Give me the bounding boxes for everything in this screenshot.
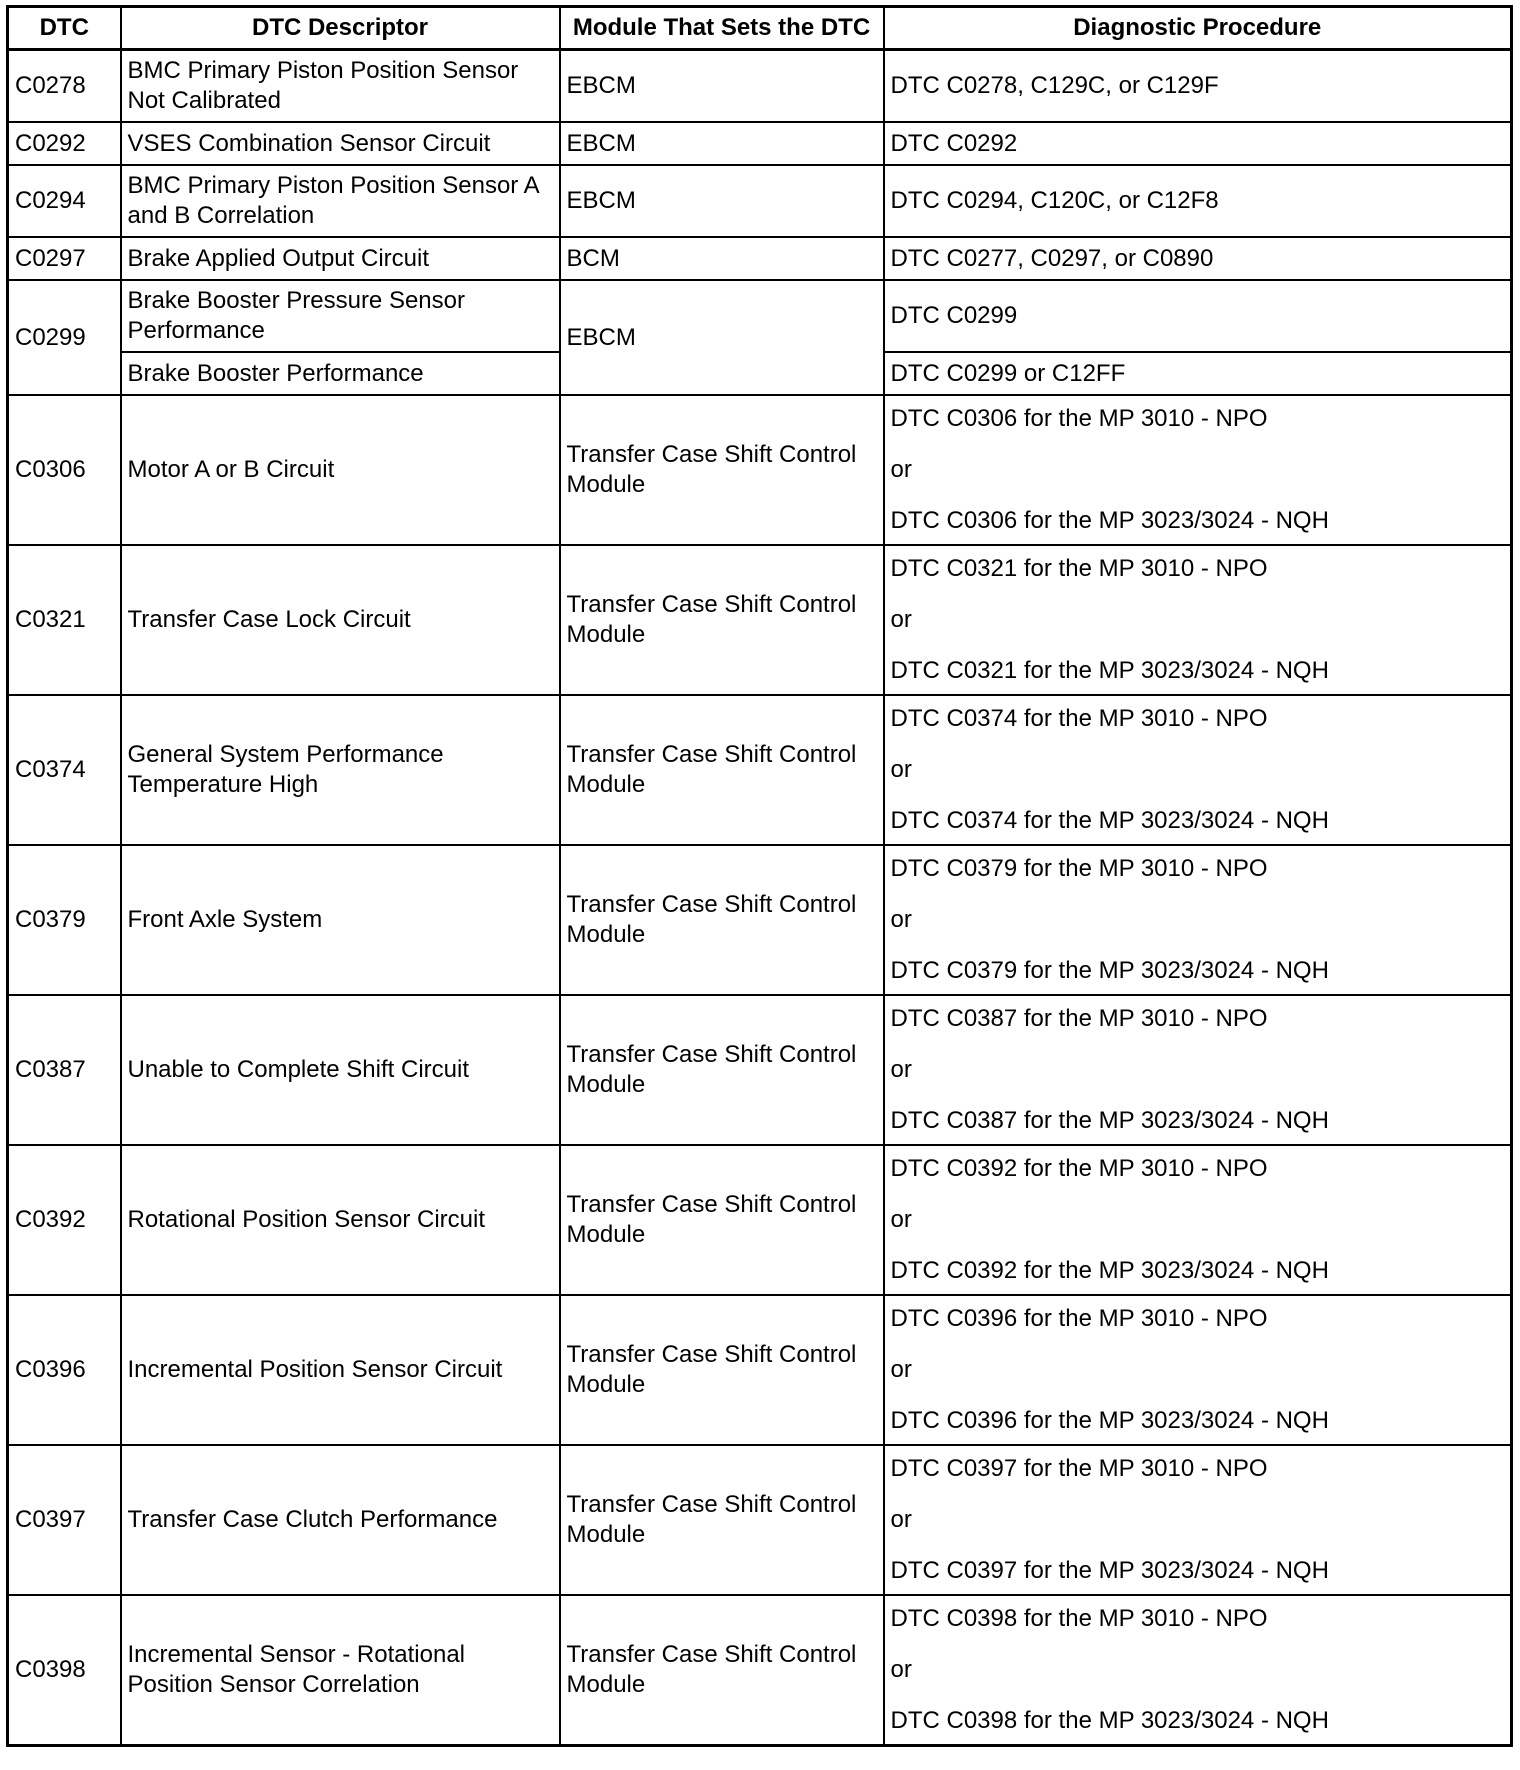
table-row — [8, 122, 1512, 165]
table-row — [8, 395, 1512, 545]
procedure-options — [891, 700, 1505, 840]
dtc-code: C0396 — [8, 1295, 121, 1445]
module-name: Transfer Case Shift Control Module — [560, 545, 884, 695]
diagnostic-procedure: DTC C0292 — [884, 122, 1512, 165]
header-dtc: DTC — [8, 7, 121, 50]
module-name: BCM — [560, 237, 884, 280]
diagnostic-procedure — [884, 695, 1512, 845]
table-row — [8, 1295, 1512, 1445]
module-name: Transfer Case Shift Control Module — [560, 1145, 884, 1295]
procedure-options — [891, 1600, 1505, 1740]
procedure-option-npo: DTC C0392 for the MP 3010 - NPO — [890, 1155, 1268, 1182]
header-module: Module That Sets the DTC — [560, 7, 884, 50]
table-row — [8, 50, 1512, 123]
dtc-descriptor: VSES Combination Sensor Circuit — [121, 122, 560, 165]
dtc-descriptor: Incremental Sensor - Rotational Position Sensor Correlation — [121, 1595, 560, 1746]
procedure-or-separator: or — [890, 1506, 912, 1533]
dtc-descriptor: Brake Booster Pressure Sensor Performance — [121, 280, 560, 352]
diagnostic-procedure: DTC C0299 or C12FF — [884, 352, 1512, 395]
module-name: Transfer Case Shift Control Module — [560, 995, 884, 1145]
module-name: Transfer Case Shift Control Module — [560, 1295, 884, 1445]
table-row — [8, 280, 1512, 352]
diagnostic-procedure: DTC C0277, C0297, or C0890 — [884, 237, 1512, 280]
dtc-descriptor: Transfer Case Lock Circuit — [121, 545, 560, 695]
diagnostic-procedure — [884, 1595, 1512, 1746]
header-procedure: Diagnostic Procedure — [884, 7, 1512, 50]
diagnostic-procedure — [884, 1145, 1512, 1295]
procedure-option-nqh: DTC C0398 for the MP 3023/3024 - NQH — [890, 1707, 1329, 1734]
procedure-or-separator: or — [890, 1356, 912, 1383]
dtc-table — [6, 5, 1513, 1747]
diagnostic-procedure — [884, 395, 1512, 545]
module-name: EBCM — [560, 50, 884, 123]
procedure-option-nqh: DTC C0306 for the MP 3023/3024 - NQH — [890, 507, 1329, 534]
dtc-descriptor: Unable to Complete Shift Circuit — [121, 995, 560, 1145]
table-header-row — [8, 7, 1512, 50]
procedure-option-npo: DTC C0374 for the MP 3010 - NPO — [890, 705, 1268, 732]
table-row — [8, 165, 1512, 237]
procedure-option-nqh: DTC C0374 for the MP 3023/3024 - NQH — [890, 807, 1329, 834]
module-name: Transfer Case Shift Control Module — [560, 695, 884, 845]
dtc-code: C0299 — [8, 280, 121, 395]
diagnostic-procedure — [884, 845, 1512, 995]
dtc-descriptor: Motor A or B Circuit — [121, 395, 560, 545]
procedure-option-npo: DTC C0398 for the MP 3010 - NPO — [890, 1605, 1268, 1632]
module-name: Transfer Case Shift Control Module — [560, 1445, 884, 1595]
dtc-code: C0392 — [8, 1145, 121, 1295]
module-name: Transfer Case Shift Control Module — [560, 395, 884, 545]
module-name: EBCM — [560, 280, 884, 395]
dtc-descriptor: General System Performance Temperature High — [121, 695, 560, 845]
dtc-code: C0321 — [8, 545, 121, 695]
procedure-option-npo: DTC C0397 for the MP 3010 - NPO — [890, 1455, 1268, 1482]
procedure-options — [891, 1300, 1505, 1440]
table-row — [8, 1595, 1512, 1746]
dtc-descriptor: BMC Primary Piston Position Sensor A and B Correlation — [121, 165, 560, 237]
dtc-code: C0292 — [8, 122, 121, 165]
procedure-option-npo: DTC C0321 for the MP 3010 - NPO — [890, 555, 1268, 582]
dtc-code: C0297 — [8, 237, 121, 280]
dtc-descriptor: Incremental Position Sensor Circuit — [121, 1295, 560, 1445]
procedure-option-nqh: DTC C0397 for the MP 3023/3024 - NQH — [890, 1557, 1329, 1584]
procedure-option-npo: DTC C0306 for the MP 3010 - NPO — [890, 405, 1268, 432]
table-row — [8, 695, 1512, 845]
module-name: Transfer Case Shift Control Module — [560, 1595, 884, 1746]
diagnostic-procedure — [884, 545, 1512, 695]
dtc-code: C0374 — [8, 695, 121, 845]
procedure-option-nqh: DTC C0321 for the MP 3023/3024 - NQH — [890, 657, 1329, 684]
module-name: Transfer Case Shift Control Module — [560, 845, 884, 995]
table-row — [8, 1145, 1512, 1295]
module-name: EBCM — [560, 122, 884, 165]
procedure-or-separator: or — [890, 1056, 912, 1083]
procedure-option-nqh: DTC C0396 for the MP 3023/3024 - NQH — [890, 1407, 1329, 1434]
dtc-descriptor: Brake Booster Performance — [121, 352, 560, 395]
procedure-options — [891, 400, 1505, 540]
procedure-options — [891, 1150, 1505, 1290]
procedure-options — [891, 850, 1505, 990]
procedure-or-separator: or — [890, 756, 912, 783]
diagnostic-procedure — [884, 1295, 1512, 1445]
procedure-option-nqh: DTC C0379 for the MP 3023/3024 - NQH — [890, 957, 1329, 984]
dtc-descriptor: Rotational Position Sensor Circuit — [121, 1145, 560, 1295]
table-row — [8, 995, 1512, 1145]
table-row — [8, 237, 1512, 280]
dtc-code: C0397 — [8, 1445, 121, 1595]
dtc-code: C0278 — [8, 50, 121, 123]
dtc-code: C0306 — [8, 395, 121, 545]
dtc-descriptor: Brake Applied Output Circuit — [121, 237, 560, 280]
dtc-code: C0294 — [8, 165, 121, 237]
diagnostic-procedure: DTC C0278, C129C, or C129F — [884, 50, 1512, 123]
table-row — [8, 845, 1512, 995]
procedure-or-separator: or — [890, 606, 912, 633]
procedure-or-separator: or — [890, 906, 912, 933]
procedure-options — [891, 550, 1505, 690]
table-row — [8, 545, 1512, 695]
procedure-or-separator: or — [890, 456, 912, 483]
procedure-option-npo: DTC C0396 for the MP 3010 - NPO — [890, 1305, 1268, 1332]
dtc-code: C0379 — [8, 845, 121, 995]
dtc-descriptor: Transfer Case Clutch Performance — [121, 1445, 560, 1595]
diagnostic-procedure: DTC C0299 — [884, 280, 1512, 352]
procedure-option-npo: DTC C0387 for the MP 3010 - NPO — [890, 1005, 1268, 1032]
dtc-code: C0387 — [8, 995, 121, 1145]
diagnostic-procedure: DTC C0294, C120C, or C12F8 — [884, 165, 1512, 237]
header-descriptor: DTC Descriptor — [121, 7, 560, 50]
module-name: EBCM — [560, 165, 884, 237]
procedure-options — [891, 1000, 1505, 1140]
dtc-code: C0398 — [8, 1595, 121, 1746]
procedure-options — [891, 1450, 1505, 1590]
procedure-or-separator: or — [890, 1656, 912, 1683]
procedure-option-npo: DTC C0379 for the MP 3010 - NPO — [890, 855, 1268, 882]
table-row — [8, 1445, 1512, 1595]
diagnostic-procedure — [884, 995, 1512, 1145]
diagnostic-procedure — [884, 1445, 1512, 1595]
procedure-or-separator: or — [890, 1206, 912, 1233]
procedure-option-nqh: DTC C0392 for the MP 3023/3024 - NQH — [890, 1257, 1329, 1284]
dtc-descriptor: Front Axle System — [121, 845, 560, 995]
procedure-option-nqh: DTC C0387 for the MP 3023/3024 - NQH — [890, 1107, 1329, 1134]
dtc-descriptor: BMC Primary Piston Position Sensor Not Calibrated — [121, 50, 560, 123]
